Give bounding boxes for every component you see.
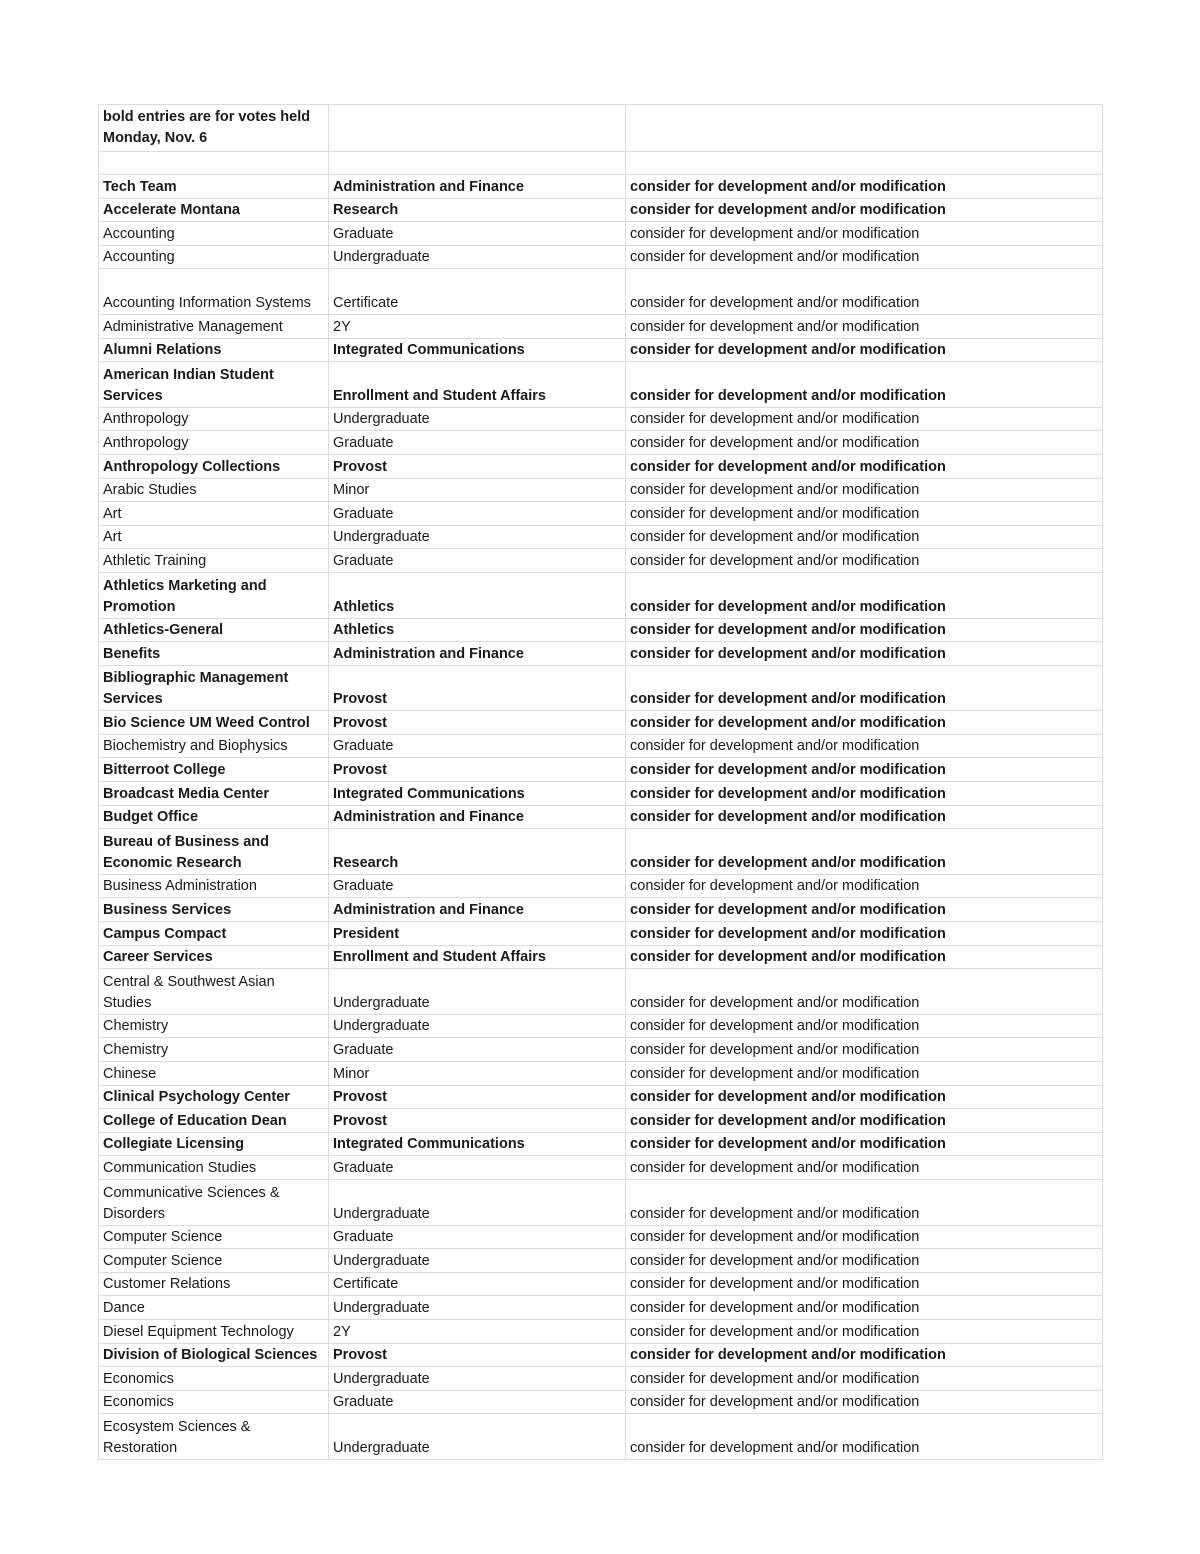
table-row — [99, 1156, 1103, 1180]
empty-cell — [626, 105, 1103, 152]
unit-name-cell: Chemistry — [99, 1038, 329, 1062]
action-cell: consider for development and/or modification — [626, 1319, 1103, 1343]
category-cell: Enrollment and Student Affairs — [329, 362, 626, 408]
table-row — [99, 1272, 1103, 1296]
action-cell: consider for development and/or modification — [626, 1179, 1103, 1225]
category-cell: Athletics — [329, 618, 626, 642]
category-cell: Undergraduate — [329, 1249, 626, 1273]
empty-cell — [99, 152, 329, 175]
category-cell: 2Y — [329, 1319, 626, 1343]
table-row — [99, 1085, 1103, 1109]
category-cell: Undergraduate — [329, 525, 626, 549]
action-cell: consider for development and/or modification — [626, 198, 1103, 222]
category-cell: Undergraduate — [329, 1296, 626, 1320]
category-cell: Graduate — [329, 222, 626, 246]
action-cell: consider for development and/or modification — [626, 1414, 1103, 1460]
action-cell: consider for development and/or modification — [626, 805, 1103, 829]
unit-name-cell: Central & Southwest Asian Studies — [99, 969, 329, 1015]
action-cell: consider for development and/or modification — [626, 1085, 1103, 1109]
action-cell: consider for development and/or modification — [626, 549, 1103, 573]
unit-name-cell: Bibliographic Management Services — [99, 665, 329, 711]
action-cell: consider for development and/or modification — [626, 945, 1103, 969]
action-cell: consider for development and/or modification — [626, 407, 1103, 431]
action-cell: consider for development and/or modification — [626, 525, 1103, 549]
unit-name-cell: Art — [99, 502, 329, 526]
action-cell: consider for development and/or modification — [626, 874, 1103, 898]
action-cell: consider for development and/or modification — [626, 478, 1103, 502]
unit-name-cell: Broadcast Media Center — [99, 782, 329, 806]
unit-name-cell: Bitterroot College — [99, 758, 329, 782]
action-cell: consider for development and/or modification — [626, 618, 1103, 642]
table-row — [99, 1249, 1103, 1273]
table-row — [99, 618, 1103, 642]
unit-name-cell: Tech Team — [99, 175, 329, 199]
table-row — [99, 758, 1103, 782]
action-cell: consider for development and/or modification — [626, 665, 1103, 711]
action-cell: consider for development and/or modification — [626, 431, 1103, 455]
table-row — [99, 245, 1103, 269]
unit-name-cell: Athletics Marketing and Promotion — [99, 572, 329, 618]
unit-name-cell: Accelerate Montana — [99, 198, 329, 222]
unit-name-cell: Biochemistry and Biophysics — [99, 734, 329, 758]
action-cell: consider for development and/or modification — [626, 1390, 1103, 1414]
unit-name-cell: Diesel Equipment Technology — [99, 1319, 329, 1343]
category-cell: Undergraduate — [329, 1414, 626, 1460]
table-row — [99, 1343, 1103, 1367]
category-cell: Graduate — [329, 549, 626, 573]
table-row — [99, 665, 1103, 711]
action-cell: consider for development and/or modification — [626, 642, 1103, 666]
table-row — [99, 1109, 1103, 1133]
unit-name-cell: Anthropology Collections — [99, 454, 329, 478]
unit-name-cell: Communication Studies — [99, 1156, 329, 1180]
table-body — [99, 105, 1103, 1460]
table-row — [99, 782, 1103, 806]
unit-name-cell: College of Education Dean — [99, 1109, 329, 1133]
unit-name-cell: Accounting — [99, 222, 329, 246]
category-cell: Research — [329, 198, 626, 222]
category-cell: Provost — [329, 454, 626, 478]
category-cell: Minor — [329, 1062, 626, 1086]
action-cell: consider for development and/or modification — [626, 1343, 1103, 1367]
table-row — [99, 572, 1103, 618]
empty-cell — [329, 152, 626, 175]
action-cell: consider for development and/or modification — [626, 1132, 1103, 1156]
category-cell: Provost — [329, 711, 626, 735]
empty-cell — [626, 152, 1103, 175]
table-row — [99, 314, 1103, 338]
action-cell: consider for development and/or modification — [626, 922, 1103, 946]
table-row — [99, 198, 1103, 222]
table-row — [99, 1296, 1103, 1320]
category-cell: Certificate — [329, 269, 626, 315]
category-cell: Research — [329, 829, 626, 875]
action-cell: consider for development and/or modification — [626, 454, 1103, 478]
table-row — [99, 969, 1103, 1015]
table-row — [99, 1225, 1103, 1249]
unit-name-cell: Dance — [99, 1296, 329, 1320]
category-cell: Undergraduate — [329, 407, 626, 431]
unit-name-cell: Accounting Information Systems — [99, 269, 329, 315]
action-cell: consider for development and/or modification — [626, 338, 1103, 362]
action-cell: consider for development and/or modification — [626, 711, 1103, 735]
table-row — [99, 175, 1103, 199]
unit-name-cell: Chemistry — [99, 1014, 329, 1038]
action-cell: consider for development and/or modification — [626, 1014, 1103, 1038]
category-cell: Minor — [329, 478, 626, 502]
category-cell: Integrated Communications — [329, 782, 626, 806]
table-row — [99, 1179, 1103, 1225]
action-cell: consider for development and/or modification — [626, 1038, 1103, 1062]
unit-name-cell: Career Services — [99, 945, 329, 969]
table-row — [99, 478, 1103, 502]
unit-name-cell: Economics — [99, 1367, 329, 1391]
unit-name-cell: Computer Science — [99, 1225, 329, 1249]
action-cell: consider for development and/or modification — [626, 1156, 1103, 1180]
action-cell: consider for development and/or modification — [626, 898, 1103, 922]
action-cell: consider for development and/or modification — [626, 362, 1103, 408]
action-cell: consider for development and/or modification — [626, 734, 1103, 758]
category-cell: Undergraduate — [329, 1367, 626, 1391]
category-cell: Provost — [329, 758, 626, 782]
action-cell: consider for development and/or modification — [626, 1109, 1103, 1133]
unit-name-cell: Computer Science — [99, 1249, 329, 1273]
category-cell: Graduate — [329, 1156, 626, 1180]
category-cell: Undergraduate — [329, 1179, 626, 1225]
table-row — [99, 362, 1103, 408]
category-cell: Graduate — [329, 874, 626, 898]
category-cell: Integrated Communications — [329, 338, 626, 362]
table-row — [99, 898, 1103, 922]
unit-name-cell: Collegiate Licensing — [99, 1132, 329, 1156]
category-cell: Administration and Finance — [329, 175, 626, 199]
category-cell: Administration and Finance — [329, 805, 626, 829]
action-cell: consider for development and/or modification — [626, 1225, 1103, 1249]
unit-name-cell: Accounting — [99, 245, 329, 269]
unit-name-cell: Athletics-General — [99, 618, 329, 642]
table-row — [99, 734, 1103, 758]
category-cell: Certificate — [329, 1272, 626, 1296]
category-cell: 2Y — [329, 314, 626, 338]
table-row — [99, 1014, 1103, 1038]
category-cell: Undergraduate — [329, 969, 626, 1015]
table-row — [99, 1367, 1103, 1391]
category-cell: Integrated Communications — [329, 1132, 626, 1156]
action-cell: consider for development and/or modification — [626, 269, 1103, 315]
action-cell: consider for development and/or modification — [626, 969, 1103, 1015]
unit-name-cell: Business Administration — [99, 874, 329, 898]
action-cell: consider for development and/or modification — [626, 222, 1103, 246]
table-row — [99, 805, 1103, 829]
unit-name-cell: Alumni Relations — [99, 338, 329, 362]
action-cell: consider for development and/or modification — [626, 502, 1103, 526]
table-row — [99, 829, 1103, 875]
action-cell: consider for development and/or modification — [626, 572, 1103, 618]
table-row — [99, 502, 1103, 526]
unit-name-cell: Bio Science UM Weed Control — [99, 711, 329, 735]
unit-name-cell: Benefits — [99, 642, 329, 666]
category-cell: Administration and Finance — [329, 642, 626, 666]
unit-name-cell: Campus Compact — [99, 922, 329, 946]
unit-name-cell: Art — [99, 525, 329, 549]
category-cell: Provost — [329, 1109, 626, 1133]
action-cell: consider for development and/or modification — [626, 245, 1103, 269]
category-cell: Graduate — [329, 1038, 626, 1062]
action-cell: consider for development and/or modification — [626, 175, 1103, 199]
blank-row — [99, 152, 1103, 175]
table-row — [99, 1132, 1103, 1156]
category-cell: Graduate — [329, 734, 626, 758]
unit-name-cell: Clinical Psychology Center — [99, 1085, 329, 1109]
category-cell: Graduate — [329, 502, 626, 526]
unit-name-cell: Chinese — [99, 1062, 329, 1086]
unit-name-cell: Business Services — [99, 898, 329, 922]
unit-name-cell: Anthropology — [99, 431, 329, 455]
table-row — [99, 338, 1103, 362]
table-row — [99, 1390, 1103, 1414]
category-cell: Athletics — [329, 572, 626, 618]
category-cell: Provost — [329, 665, 626, 711]
action-cell: consider for development and/or modification — [626, 1296, 1103, 1320]
unit-name-cell: Communicative Sciences & Disorders — [99, 1179, 329, 1225]
table-row — [99, 922, 1103, 946]
unit-name-cell: Administrative Management — [99, 314, 329, 338]
category-cell: Undergraduate — [329, 1014, 626, 1038]
action-cell: consider for development and/or modification — [626, 829, 1103, 875]
program-review-table — [98, 104, 1103, 1460]
category-cell: Graduate — [329, 1225, 626, 1249]
table-row — [99, 642, 1103, 666]
document-page — [98, 104, 1102, 1460]
unit-name-cell: Customer Relations — [99, 1272, 329, 1296]
unit-name-cell: American Indian Student Services — [99, 362, 329, 408]
unit-name-cell: Bureau of Business and Economic Research — [99, 829, 329, 875]
table-row — [99, 407, 1103, 431]
action-cell: consider for development and/or modification — [626, 1367, 1103, 1391]
unit-name-cell: Arabic Studies — [99, 478, 329, 502]
table-row — [99, 222, 1103, 246]
unit-name-cell: Economics — [99, 1390, 329, 1414]
category-cell: Provost — [329, 1343, 626, 1367]
action-cell: consider for development and/or modification — [626, 758, 1103, 782]
table-row — [99, 269, 1103, 315]
table-row — [99, 1038, 1103, 1062]
category-cell: Provost — [329, 1085, 626, 1109]
table-row — [99, 454, 1103, 478]
category-cell: Administration and Finance — [329, 898, 626, 922]
action-cell: consider for development and/or modification — [626, 314, 1103, 338]
table-row — [99, 1062, 1103, 1086]
category-cell: President — [329, 922, 626, 946]
table-row — [99, 431, 1103, 455]
category-cell: Graduate — [329, 431, 626, 455]
category-cell: Graduate — [329, 1390, 626, 1414]
unit-name-cell: Ecosystem Sciences & Restoration — [99, 1414, 329, 1460]
header-note: bold entries are for votes held Monday, Nov. 6 — [99, 105, 329, 152]
action-cell: consider for development and/or modification — [626, 1249, 1103, 1273]
header-note-row — [99, 105, 1103, 152]
table-row — [99, 874, 1103, 898]
table-row — [99, 711, 1103, 735]
unit-name-cell: Budget Office — [99, 805, 329, 829]
table-row — [99, 945, 1103, 969]
unit-name-cell: Athletic Training — [99, 549, 329, 573]
unit-name-cell: Anthropology — [99, 407, 329, 431]
empty-cell — [329, 105, 626, 152]
table-row — [99, 549, 1103, 573]
action-cell: consider for development and/or modification — [626, 1272, 1103, 1296]
category-cell: Undergraduate — [329, 245, 626, 269]
action-cell: consider for development and/or modification — [626, 782, 1103, 806]
table-row — [99, 1319, 1103, 1343]
action-cell: consider for development and/or modification — [626, 1062, 1103, 1086]
category-cell: Enrollment and Student Affairs — [329, 945, 626, 969]
unit-name-cell: Division of Biological Sciences — [99, 1343, 329, 1367]
table-row — [99, 525, 1103, 549]
table-row — [99, 1414, 1103, 1460]
